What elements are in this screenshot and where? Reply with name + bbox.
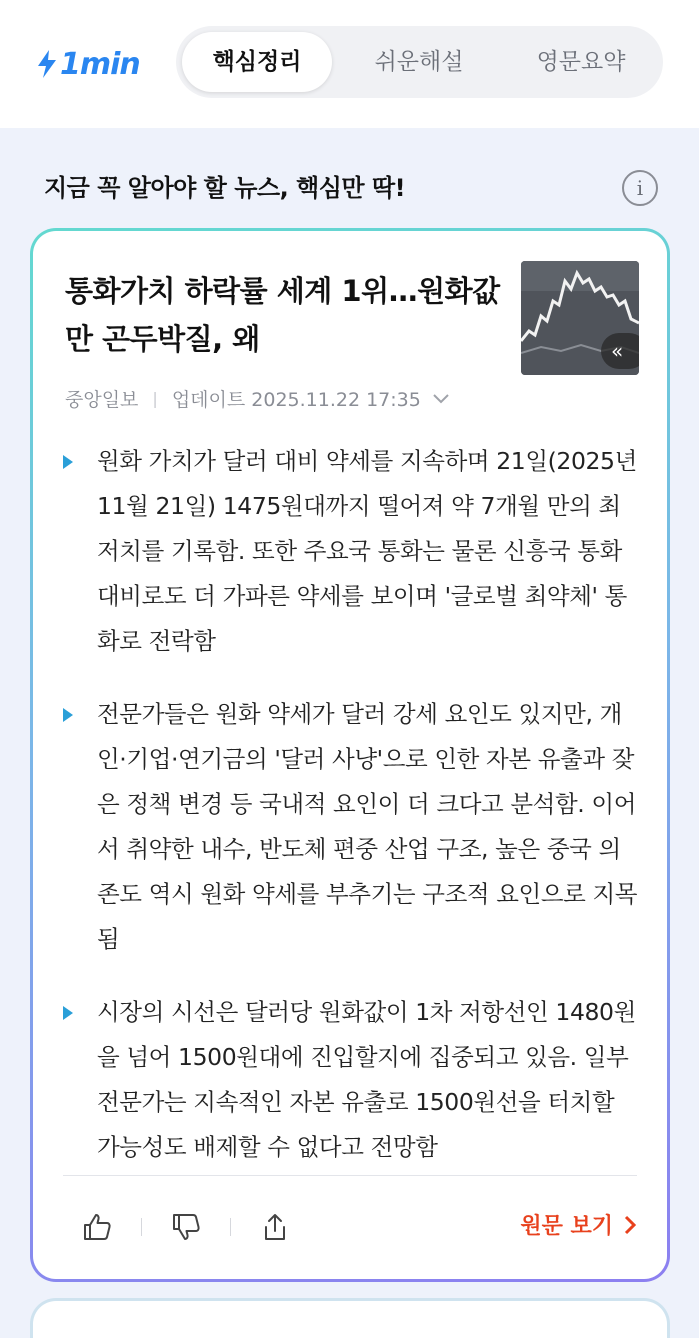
bullet-triangle-icon bbox=[63, 455, 73, 469]
card-divider bbox=[63, 1175, 637, 1176]
summary-item bbox=[63, 692, 643, 962]
next-news-card[interactable] bbox=[30, 1298, 670, 1338]
section-title: 지금 꼭 알아야 할 뉴스, 핵심만 딱! bbox=[44, 174, 406, 202]
thumbs-up-icon[interactable] bbox=[77, 1207, 117, 1247]
tab-summary[interactable]: 핵심정리 bbox=[182, 32, 332, 92]
share-icon[interactable] bbox=[255, 1207, 295, 1247]
action-divider bbox=[230, 1218, 231, 1236]
summary-item bbox=[63, 439, 643, 664]
card-actions bbox=[77, 1205, 295, 1249]
top-bar bbox=[0, 0, 699, 128]
bullet-triangle-icon bbox=[63, 1006, 73, 1020]
bolt-icon bbox=[36, 49, 58, 79]
app-logo[interactable] bbox=[36, 44, 140, 84]
summary-text: 원화 가치가 달러 대비 약세를 지속하며 21일(2025년 11월 21일) 1475원대까지 떨어져 약 7개월 만의 최저치를 기록함. 또한 주요국 통화는 물론 신흥국 통화 대비로도 더 가파른 약세를 보이며 '글로벌 최약체' 통화로 전락함 bbox=[97, 447, 637, 655]
summary-item bbox=[63, 990, 643, 1170]
expand-thumbnail-icon[interactable]: « bbox=[601, 333, 639, 369]
article-source[interactable]: 중앙일보 bbox=[65, 388, 139, 411]
action-divider bbox=[141, 1218, 142, 1236]
bullet-triangle-icon bbox=[63, 708, 73, 722]
tab-easy-explanation[interactable]: 쉬운해설 bbox=[374, 49, 464, 75]
summary-list bbox=[63, 439, 643, 1198]
article-title[interactable]: 통화가치 하락률 세계 1위…원화값만 곤두박질, 왜 bbox=[65, 274, 500, 356]
chevron-right-icon bbox=[623, 1214, 637, 1236]
news-card-body bbox=[33, 231, 667, 1279]
article-updated: 업데이트 2025.11.22 17:35 bbox=[171, 388, 421, 411]
meta-divider: | bbox=[152, 388, 158, 408]
info-icon[interactable]: i bbox=[622, 170, 658, 206]
summary-text: 전문가들은 원화 약세가 달러 강세 요인도 있지만, 개인·기업·연기금의 '달러 사냥'으로 인한 자본 유출과 잦은 정책 변경 등 국내적 요인이 더 크다고 분석함. 이어서 취약한 내수, 반도체 편중 산업 구조, 높은 중국 의존도 역시 원화 약세를 부추기는 구조적 요인으로 지목됨 bbox=[97, 700, 638, 953]
tab-english-summary[interactable]: 영문요약 bbox=[536, 49, 626, 75]
view-original-button[interactable] bbox=[520, 1209, 637, 1240]
thumbs-down-icon[interactable] bbox=[166, 1207, 206, 1247]
mode-tabs bbox=[176, 26, 663, 98]
news-card bbox=[30, 228, 670, 1282]
chevron-down-icon[interactable] bbox=[431, 391, 451, 405]
article-thumbnail[interactable] bbox=[521, 261, 639, 375]
logo-text: 1min bbox=[60, 46, 140, 82]
article-meta bbox=[65, 385, 451, 411]
summary-text: 시장의 시선은 달러당 원화값이 1차 저항선인 1480원을 넘어 1500원대에 진입할지에 집중되고 있음. 일부 전문가는 지속적인 자본 유출로 1500원선을 터치할 가능성도 배제할 수 없다고 전망함 bbox=[97, 998, 636, 1161]
view-original-label: 원문 보기 bbox=[520, 1214, 613, 1239]
